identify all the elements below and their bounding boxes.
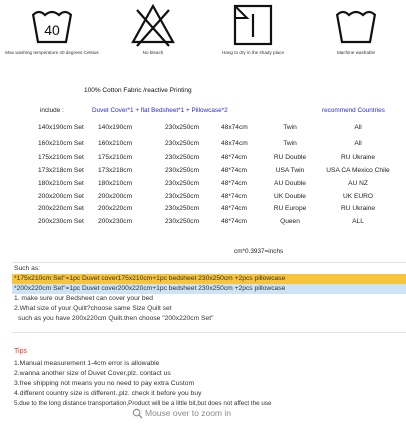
pillow-size: 48*74cm [221, 193, 248, 200]
care-caption-wash: Max washing temperature 40 degrees Celsius [5, 50, 99, 55]
sheet-size: 230x250cm [165, 140, 200, 147]
set-name: 200x220cm Set [38, 205, 84, 212]
pillow-size: 48*74cm [221, 167, 248, 174]
include-items: Duvet Cover*1 + flat Bedsheet*1 + Pillowcase*2 [92, 107, 228, 114]
set-name: 180x210cm Set [38, 180, 84, 187]
countries: AU NZ [348, 180, 368, 187]
duvet-size: 200x200cm [98, 193, 133, 200]
bed-type: Twin [283, 140, 297, 147]
hang-dry-shade-icon [230, 2, 276, 48]
duvet-size: 180x210cm [98, 180, 133, 187]
such-as-label: Such as: [14, 265, 41, 272]
wash-40-icon [29, 2, 75, 48]
size-row [0, 205, 406, 216]
countries: ALL [352, 218, 364, 225]
pillow-size: 48*74cm [221, 218, 248, 225]
size-row [0, 218, 406, 229]
countries: USA CA Mexico Chile [326, 167, 390, 174]
set-name: 140x190cm Set [38, 124, 84, 131]
sheet-size: 230x250cm [165, 124, 200, 131]
no-bleach-icon [130, 2, 176, 48]
set-name: 173x218cm Set [38, 167, 84, 174]
tip-item: 1.Manual measurement 1-4cm error is allowable [14, 360, 160, 367]
size-row [0, 124, 406, 135]
sheet-size: 230x250cm [165, 193, 200, 200]
sheet-size: 230x250cm [165, 205, 200, 212]
countries: RU Ukraine [340, 154, 376, 161]
care-item-bleach [103, 0, 203, 64]
care-symbols [0, 0, 406, 64]
duvet-size: 160x210cm [98, 140, 133, 147]
tip-item: 3.free shipping not means you no need to pay extra Custom [14, 380, 195, 387]
duvet-size: 200x220cm [98, 205, 133, 212]
pillow-size: 48x74cm [221, 124, 248, 131]
care-caption-bleach: No bleach [142, 50, 164, 55]
example-set-2: *200x220cm Set"=1pc Duvet cover200x220cm+1pc bedsheet 230x250cm +2pcs pillowcase [14, 285, 286, 292]
duvet-size: 200x230cm [98, 218, 133, 225]
divider [12, 262, 406, 263]
size-row [0, 193, 406, 204]
tip-item: 2.wanna another size of Duvet Cover,plz. contact us [14, 370, 171, 377]
zoom-hint[interactable]: Mouse over to zoom in [145, 408, 231, 418]
note-line-3: such as you have 200x220cm Quilt.then choose "200x220cm Set" [18, 315, 214, 322]
sheet-size: 230x250cm [165, 167, 200, 174]
tip-item: 4.different country size is different.,plz. check it before you buy [14, 390, 202, 397]
bed-type: UK Double [274, 193, 306, 200]
bed-type: Queen [280, 218, 300, 225]
include-label: include : [40, 107, 64, 114]
care-item-machine [306, 0, 406, 64]
duvet-size: 173x218cm [98, 167, 133, 174]
size-row [0, 167, 406, 178]
set-name: 200x230cm Set [38, 218, 84, 225]
countries: All [354, 140, 362, 147]
example-set-1: *175x210cm Set"=1pc Duvet cover175x210cm+1pc bedsheet 230x250cm +2pcs pillowcase [14, 275, 286, 282]
bed-type: USA Twin [275, 167, 305, 174]
pillow-size: 48*74cm [221, 154, 248, 161]
duvet-size: 175x210cm [98, 154, 133, 161]
recommend-countries-header: recommend Countries [322, 107, 385, 114]
care-caption-machine: Machine washable [336, 50, 376, 55]
size-row [0, 140, 406, 151]
note-line-1: 1. make sure our Bedsheet can cover your bed [14, 295, 154, 302]
pillow-size: 48x74cm [221, 140, 248, 147]
bed-type: AU Double [274, 180, 306, 187]
set-name: 200x200cm Set [38, 193, 84, 200]
machine-washable-icon [333, 2, 379, 48]
sheet-size: 230x250cm [165, 154, 200, 161]
magnifier-icon [132, 408, 143, 419]
care-item-wash [2, 0, 102, 64]
tips-heading: Tips [14, 348, 27, 355]
countries: RU Ukraine [340, 205, 376, 212]
sheet-size: 230x250cm [165, 180, 200, 187]
wash-temp-label: 40 [44, 22, 60, 38]
countries: UK EURO [342, 193, 374, 200]
care-item-dry [203, 0, 303, 64]
bed-type: Twin [283, 124, 297, 131]
inch-conversion-note: cm*0.3937=inchs [234, 248, 284, 255]
note-line-2: 2.What size of your Quilt?choose same Size Quilt set [14, 305, 172, 312]
size-row [0, 154, 406, 165]
pillow-size: 48*74cm [221, 205, 248, 212]
tip-item: 5.due to the long distance transportation,Product will be a little bit,but does not affect the use [14, 400, 272, 407]
duvet-size: 140x190cm [98, 124, 133, 131]
bed-type: RU Double [273, 154, 307, 161]
set-name: 175x210cm Set [38, 154, 84, 161]
size-row [0, 180, 406, 191]
divider [12, 332, 406, 333]
countries: All [354, 124, 362, 131]
fabric-description: 100% Cotton Fabric /reactive Printing [84, 87, 192, 94]
pillow-size: 48*74cm [221, 180, 248, 187]
bed-type: RU Europe [273, 205, 307, 212]
set-name: 160x210cm Set [38, 140, 84, 147]
sheet-size: 230x250cm [165, 218, 200, 225]
care-caption-dry: Hang to dry in the shady place [221, 50, 285, 55]
